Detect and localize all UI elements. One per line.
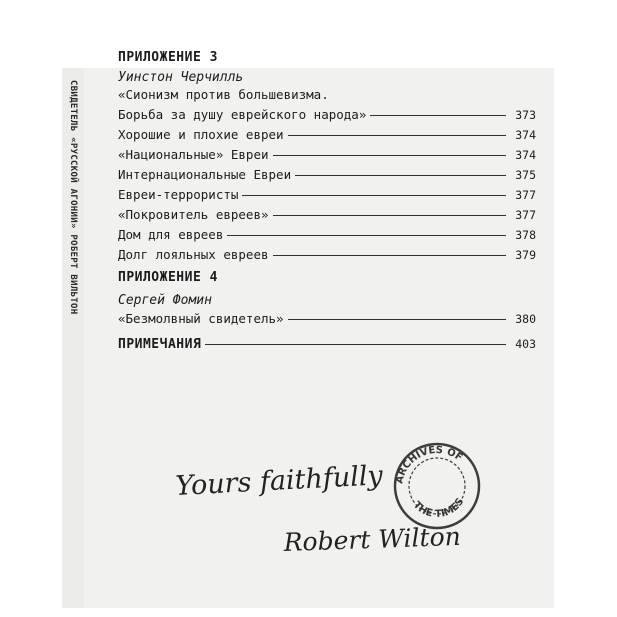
toc-entry[interactable] <box>118 165 536 185</box>
archives-stamp <box>394 444 479 528</box>
leader-line <box>273 255 506 256</box>
page-spine <box>62 68 84 608</box>
toc-entry-page: 375 <box>515 168 536 182</box>
notes-title: ПРИМЕЧАНИЯ <box>118 337 202 352</box>
toc-entry-page: 379 <box>515 248 536 262</box>
leader-line <box>288 135 506 136</box>
toc-entry[interactable] <box>118 145 536 165</box>
leader-line <box>273 215 506 216</box>
toc-entry-page: 377 <box>515 208 536 222</box>
signature-line-2: Robert Wilton <box>283 521 462 557</box>
stamp-top-text: ARCHIVES OF <box>394 444 465 485</box>
toc-entry[interactable] <box>118 309 536 329</box>
leader-line <box>227 235 506 236</box>
book-page <box>62 50 554 608</box>
notes-section <box>118 334 536 355</box>
appendix-3-entries <box>118 85 536 265</box>
toc-entry-page: 373 <box>515 108 536 122</box>
toc-entry[interactable] <box>118 245 536 265</box>
toc-entry-title: «Национальные» Евреи <box>118 147 269 162</box>
toc-entry-title: «Покровитель евреев» <box>118 207 269 222</box>
toc-entry-page: 380 <box>515 312 536 326</box>
signature-line-1: Yours faithfully <box>174 460 384 502</box>
toc-entry[interactable] <box>118 105 536 125</box>
appendix-3-author: Уинстон Черчилль <box>118 70 244 85</box>
toc-entry-notes[interactable] <box>118 334 536 355</box>
toc-entry-title: Дом для евреев <box>118 227 224 242</box>
appendix-4-heading: ПРИЛОЖЕНИЕ 4 <box>118 270 218 285</box>
running-header: СВИДЕТЕЛЬ «РУССКОЙ АГОНИИ» РОБЕРТ ВИЛЬТОН <box>68 80 78 315</box>
toc-entry[interactable] <box>118 185 536 205</box>
toc-entry-title: «Безмолвный свидетель» <box>118 311 284 326</box>
appendix-4-author: Сергей Фомин <box>118 293 212 308</box>
appendix-4-entries <box>118 309 536 329</box>
toc-entry[interactable] <box>118 225 536 245</box>
stamp-bottom-text: THE TIMES <box>410 496 467 521</box>
notes-page: 403 <box>515 337 536 351</box>
leader-line <box>295 175 506 176</box>
leader-line <box>242 195 506 196</box>
toc-entry-page: 374 <box>515 148 536 162</box>
toc-entry-title: Евреи-террористы <box>118 187 239 202</box>
toc-entry-page: 374 <box>515 128 536 142</box>
toc-entry[interactable] <box>118 125 536 145</box>
stamp-inner-ring <box>409 458 465 514</box>
toc-entry[interactable] <box>118 205 536 225</box>
leader-line <box>205 344 506 345</box>
stamp-outer-ring <box>395 444 479 528</box>
toc-entry-title: Борьба за душу еврейского народа» <box>118 107 367 122</box>
toc-entry-page: 377 <box>515 188 536 202</box>
toc-entry-title: Интернациональные Евреи <box>118 167 292 182</box>
toc-entry-title: Хорошие и плохие евреи <box>118 127 284 142</box>
toc-entry-page: 378 <box>515 228 536 242</box>
leader-line <box>370 115 506 116</box>
appendix-3-heading: ПРИЛОЖЕНИЕ 3 <box>118 50 218 65</box>
toc-entry-title: Долг лояльных евреев <box>118 247 269 262</box>
toc-title-line: «Сионизм против большевизма. <box>118 87 329 102</box>
leader-line <box>273 155 506 156</box>
leader-line <box>288 319 506 320</box>
